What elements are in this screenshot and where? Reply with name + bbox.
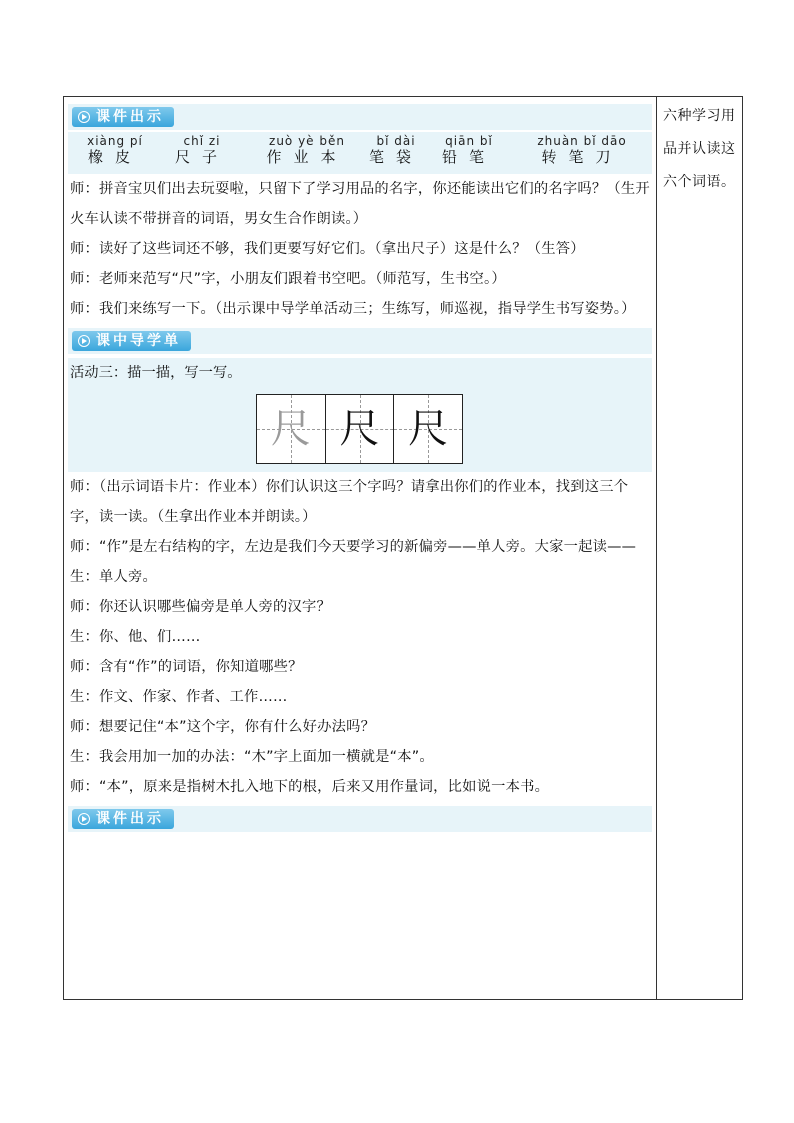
vocab-hanzi: 铅笔	[441, 148, 496, 166]
dialogue-line: 师：想要记住“本”这个字，你有什么好办法吗？	[70, 719, 376, 735]
dialogue-line: 师：我们来练写一下。（出示课中导学单活动三；生练写，师巡视，指导学生书写姿势。）	[70, 301, 636, 317]
vocab-pinyin: qiān bǐ	[445, 134, 493, 148]
dialogue-line: 生：我会用加一加的办法：“木”字上面加一横就是“本”。	[70, 749, 434, 765]
writing-grid	[256, 394, 463, 464]
vocab-pinyin: xiàng pí	[87, 134, 143, 148]
activity-label: 活动三：描一描，写一写。	[70, 365, 242, 381]
column-divider	[656, 96, 657, 1000]
dialogue-line: 师：你还认识哪些偏旁是单人旁的汉字？	[70, 599, 331, 615]
dialogue-line: 师：拼音宝贝们出去玩耍啦，只留下了学习用品的名字，你还能读出它们的名字吗？（生开火车认读不带拼音的词语，男女生合作朗读。）	[70, 181, 650, 227]
grid-cell	[394, 395, 462, 463]
side-note: 六种学习用品并认读这六个词语。	[663, 108, 736, 190]
vocab-word	[80, 134, 150, 167]
dialogue-block-2	[68, 472, 652, 802]
vocab-hanzi: 作业本	[266, 148, 348, 166]
dialogue-line: 师：老师来范写“尺”字，小朋友们跟着书空吧。（师范写，生书空。）	[70, 271, 506, 287]
vocab-hanzi: 尺子	[174, 148, 229, 166]
section-tag	[72, 809, 174, 829]
vocab-word	[532, 134, 632, 167]
section-header-courseware	[68, 104, 652, 130]
main-column	[68, 100, 652, 832]
vocab-pinyin: zhuàn bǐ dāo	[537, 134, 627, 148]
vocab-hanzi: 笔袋	[368, 148, 423, 166]
play-icon	[78, 813, 90, 825]
dialogue-line: 生：作文、作家、作者、工作……	[70, 689, 288, 705]
vocab-row	[68, 132, 652, 174]
vocab-hanzi: 转笔刀	[541, 148, 623, 166]
vocab-pinyin: bǐ dài	[376, 134, 416, 148]
section-header-worksheet	[68, 328, 652, 354]
trace-character: 尺	[270, 406, 311, 452]
dialogue-line: 生：你、他、们……	[70, 629, 201, 645]
model-character: 尺	[339, 406, 380, 452]
dialogue-block-1	[68, 174, 652, 324]
dialogue-line: 师：（出示词语卡片：作业本）你们认识这三个字吗？请拿出你们的作业本，找到这三个字，读一读。（生拿出作业本并朗读。）	[70, 479, 629, 525]
section-header-courseware-2	[68, 806, 652, 832]
dialogue-line: 生：单人旁。	[70, 569, 157, 585]
dialogue-line: 师：含有“作”的词语，你知道哪些？	[70, 659, 303, 675]
section-title: 课件出示	[96, 811, 164, 827]
play-icon	[78, 111, 90, 123]
section-tag	[72, 331, 191, 351]
vocab-pinyin: zuò yè běn	[269, 134, 345, 148]
activity-box	[68, 358, 652, 472]
vocab-word	[172, 134, 232, 167]
vocab-hanzi: 橡皮	[87, 148, 142, 166]
vocab-word	[366, 134, 426, 167]
section-tag	[72, 107, 174, 127]
vocab-word	[434, 134, 504, 167]
section-title: 课件出示	[96, 109, 164, 125]
dialogue-line: 师：“作”是左右结构的字，左边是我们今天要学习的新偏旁——单人旁。大家一起读——	[70, 539, 637, 555]
vocab-pinyin: chǐ zi	[183, 134, 221, 148]
grid-cell	[326, 395, 395, 463]
vocab-word	[262, 134, 352, 167]
play-icon	[78, 335, 90, 347]
dialogue-line: 师：“本”，原来是指树木扎入地下的根，后来又用作量词，比如说一本书。	[70, 779, 550, 795]
section-title: 课中导学单	[96, 333, 181, 349]
dialogue-line: 师：读好了这些词还不够，我们更要写好它们。（拿出尺子）这是什么？（生答）	[70, 241, 585, 257]
model-character: 尺	[408, 406, 449, 452]
grid-cell	[257, 395, 326, 463]
